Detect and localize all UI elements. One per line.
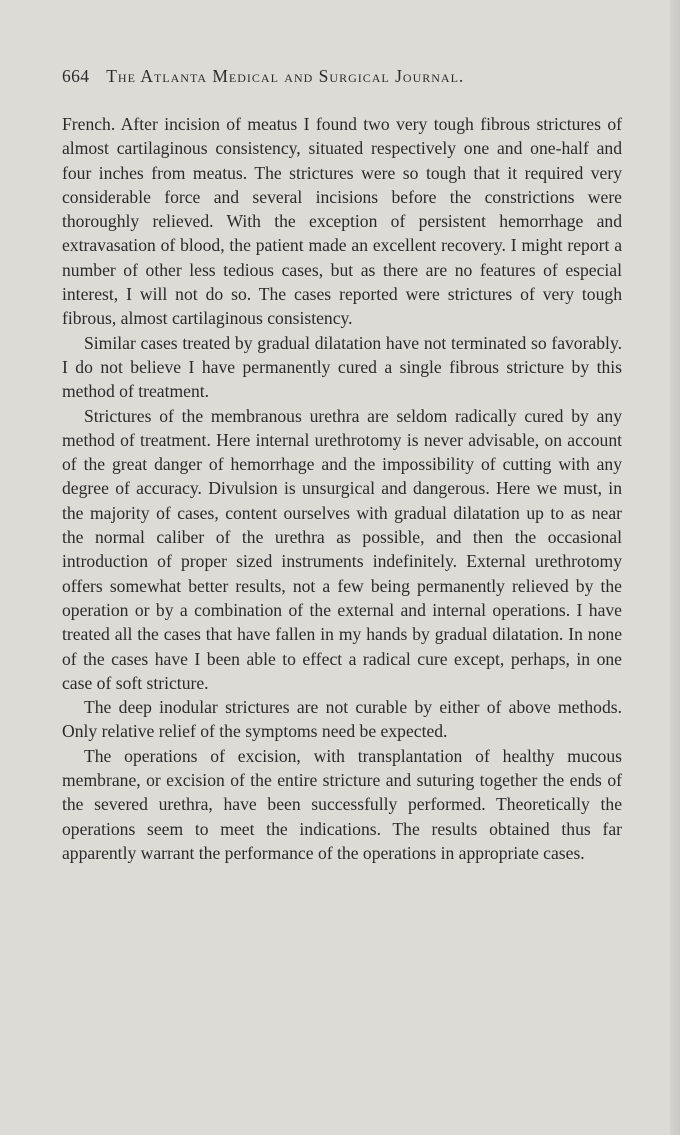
article-body	[62, 112, 622, 865]
running-title: The Atlanta Medical and Surgical Journal.	[106, 66, 465, 86]
paragraph: The deep inodular strictures are not curable by either of above methods. Only relative relief of the symptoms need be expected.	[62, 697, 622, 742]
paragraph: Strictures of the membranous urethra are seldom radically cured by any method of treatment. Here internal urethrotomy is never advisable, on account of the great danger of hemorrhage and the impossibility of cutting with any degree of accuracy. Divulsion is unsurgical and dangerous. Here we must, in the majority of cases, content ourselves with gradual dilatation up to as near the normal caliber of the urethra as possible, and then the occasional introduction of proper sized instruments indefinitely. External urethrotomy offers somewhat better results, not a few being permanently relieved by the operation or by a combination of the external and internal operations. I have treated all the cases that have fallen in my hands by gradual dilatation. In none of the cases have I been able to effect a radical cure except, perhaps, in one case of soft stricture.	[62, 405, 622, 693]
page-number: 664	[62, 66, 90, 86]
paragraph: The operations of excision, with transplantation of healthy mucous membrane, or excision of the entire stricture and suturing together the ends of the severed urethra, have been successfully performed. Theoretically the operations seem to meet the indications. The results obtained thus far apparently warrant the performance of the operations in appropriate cases.	[62, 745, 622, 863]
running-header	[62, 66, 622, 87]
paragraph: Similar cases treated by gradual dilatation have not terminated so favorably. I do not believe I have permanently cured a single fibrous stricture by this method of treatment.	[62, 332, 622, 402]
paragraph-continued: French. After incision of meatus I found two very tough fibrous strictures of almost cartilaginous consistency, situated respectively one and one-half and four inches from meatus. The strictures were so tough that it required very considerable force and several incisions before the constrictions were thoroughly relieved. With the exception of persistent hemorrhage and extravasation of blood, the patient made an excellent recovery. I might report a number of other less tedious cases, but as there are no features of especial interest, I will not do so. The cases reported were strictures of very tough fibrous, almost cartilaginous consistency.	[62, 114, 622, 329]
page-edge	[670, 0, 680, 1135]
